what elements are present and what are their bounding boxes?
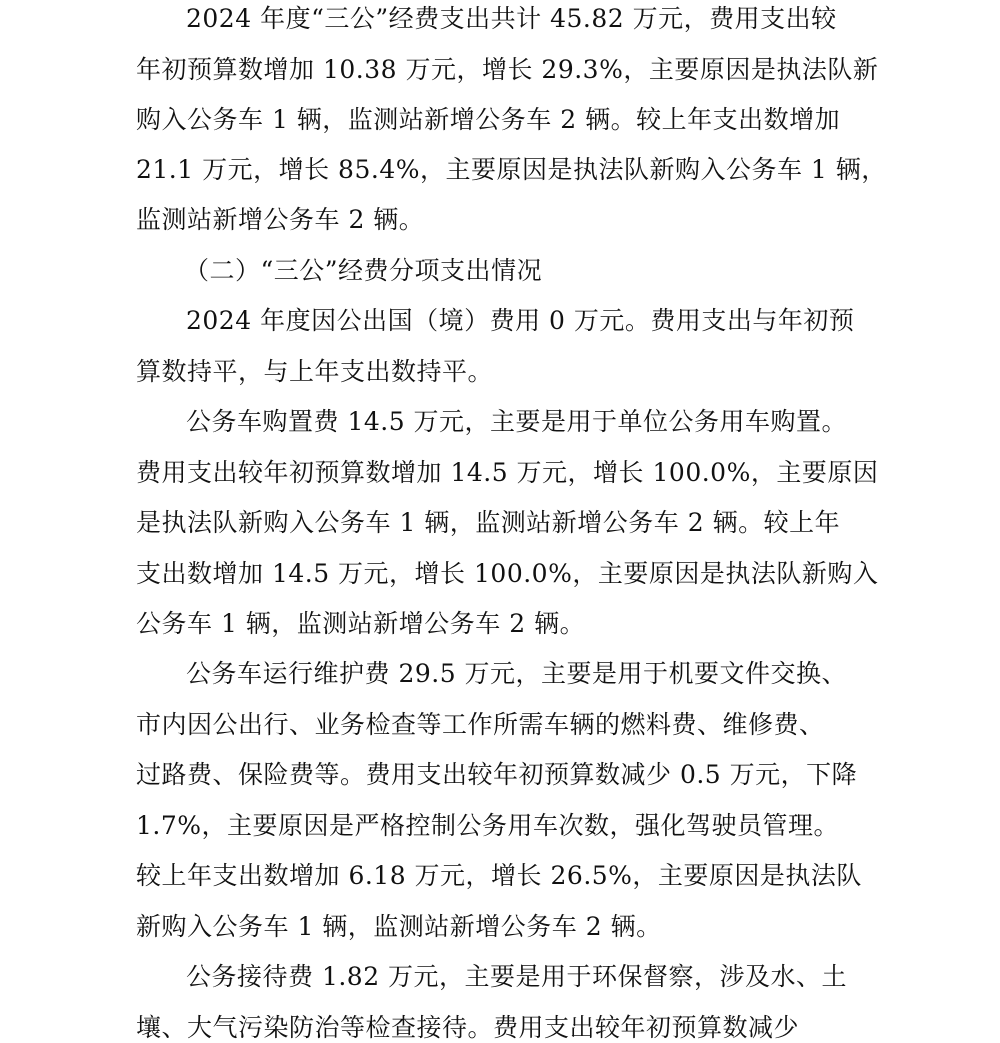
paragraph-line: 2024 年度“三公”经费支出共计 45.82 万元，费用支出较 <box>186 4 837 33</box>
paragraph-line: 过路费、保险费等。费用支出较年初预算数减少 0.5 万元，下降 <box>136 760 858 789</box>
paragraph-line: 公务车 1 辆，监测站新增公务车 2 辆。 <box>136 609 586 638</box>
paragraph-line: 公务车运行维护费 29.5 万元，主要是用于机要文件交换、 <box>186 659 848 688</box>
paragraph-line: 公务车购置费 14.5 万元，主要是用于单位公务用车购置。 <box>186 407 848 436</box>
paragraph-line: 是执法队新购入公务车 1 辆，监测站新增公务车 2 辆。较上年 <box>136 508 841 537</box>
paragraph-line: 监测站新增公务车 2 辆。 <box>136 205 425 234</box>
section-heading: （二）“三公”经费分项支出情况 <box>184 256 543 285</box>
paragraph-line: 费用支出较年初预算数增加 14.5 万元，增长 100.0%，主要原因 <box>136 458 879 487</box>
paragraph-line: 1.7%，主要原因是严格控制公务用车次数，强化驾驶员管理。 <box>136 811 840 840</box>
paragraph-line: 公务接待费 1.82 万元，主要是用于环保督察，涉及水、土 <box>186 962 848 991</box>
paragraph-line: 21.1 万元，增长 85.4%，主要原因是执法队新购入公务车 1 辆， <box>136 155 887 184</box>
document-page <box>136 0 887 1043</box>
paragraph-line: 较上年支出数增加 6.18 万元，增长 26.5%，主要原因是执法队 <box>136 861 862 890</box>
paragraph-line: 壤、大气污染防治等检查接待。费用支出较年初预算数减少 <box>136 1013 800 1042</box>
paragraph-line: 年初预算数增加 10.38 万元，增长 29.3%，主要原因是执法队新 <box>136 55 879 84</box>
paragraph-line: 新购入公务车 1 辆，监测站新增公务车 2 辆。 <box>136 912 662 941</box>
paragraph-line: 2024 年度因公出国（境）费用 0 万元。费用支出与年初预 <box>186 306 855 335</box>
paragraph-line: 购入公务车 1 辆，监测站新增公务车 2 辆。较上年支出数增加 <box>136 105 841 134</box>
paragraph-line: 算数持平，与上年支出数持平。 <box>136 357 494 386</box>
paragraph-line: 市内因公出行、业务检查等工作所需车辆的燃料费、维修费、 <box>136 710 825 739</box>
paragraph-line: 支出数增加 14.5 万元，增长 100.0%，主要原因是执法队新购入 <box>136 559 879 588</box>
